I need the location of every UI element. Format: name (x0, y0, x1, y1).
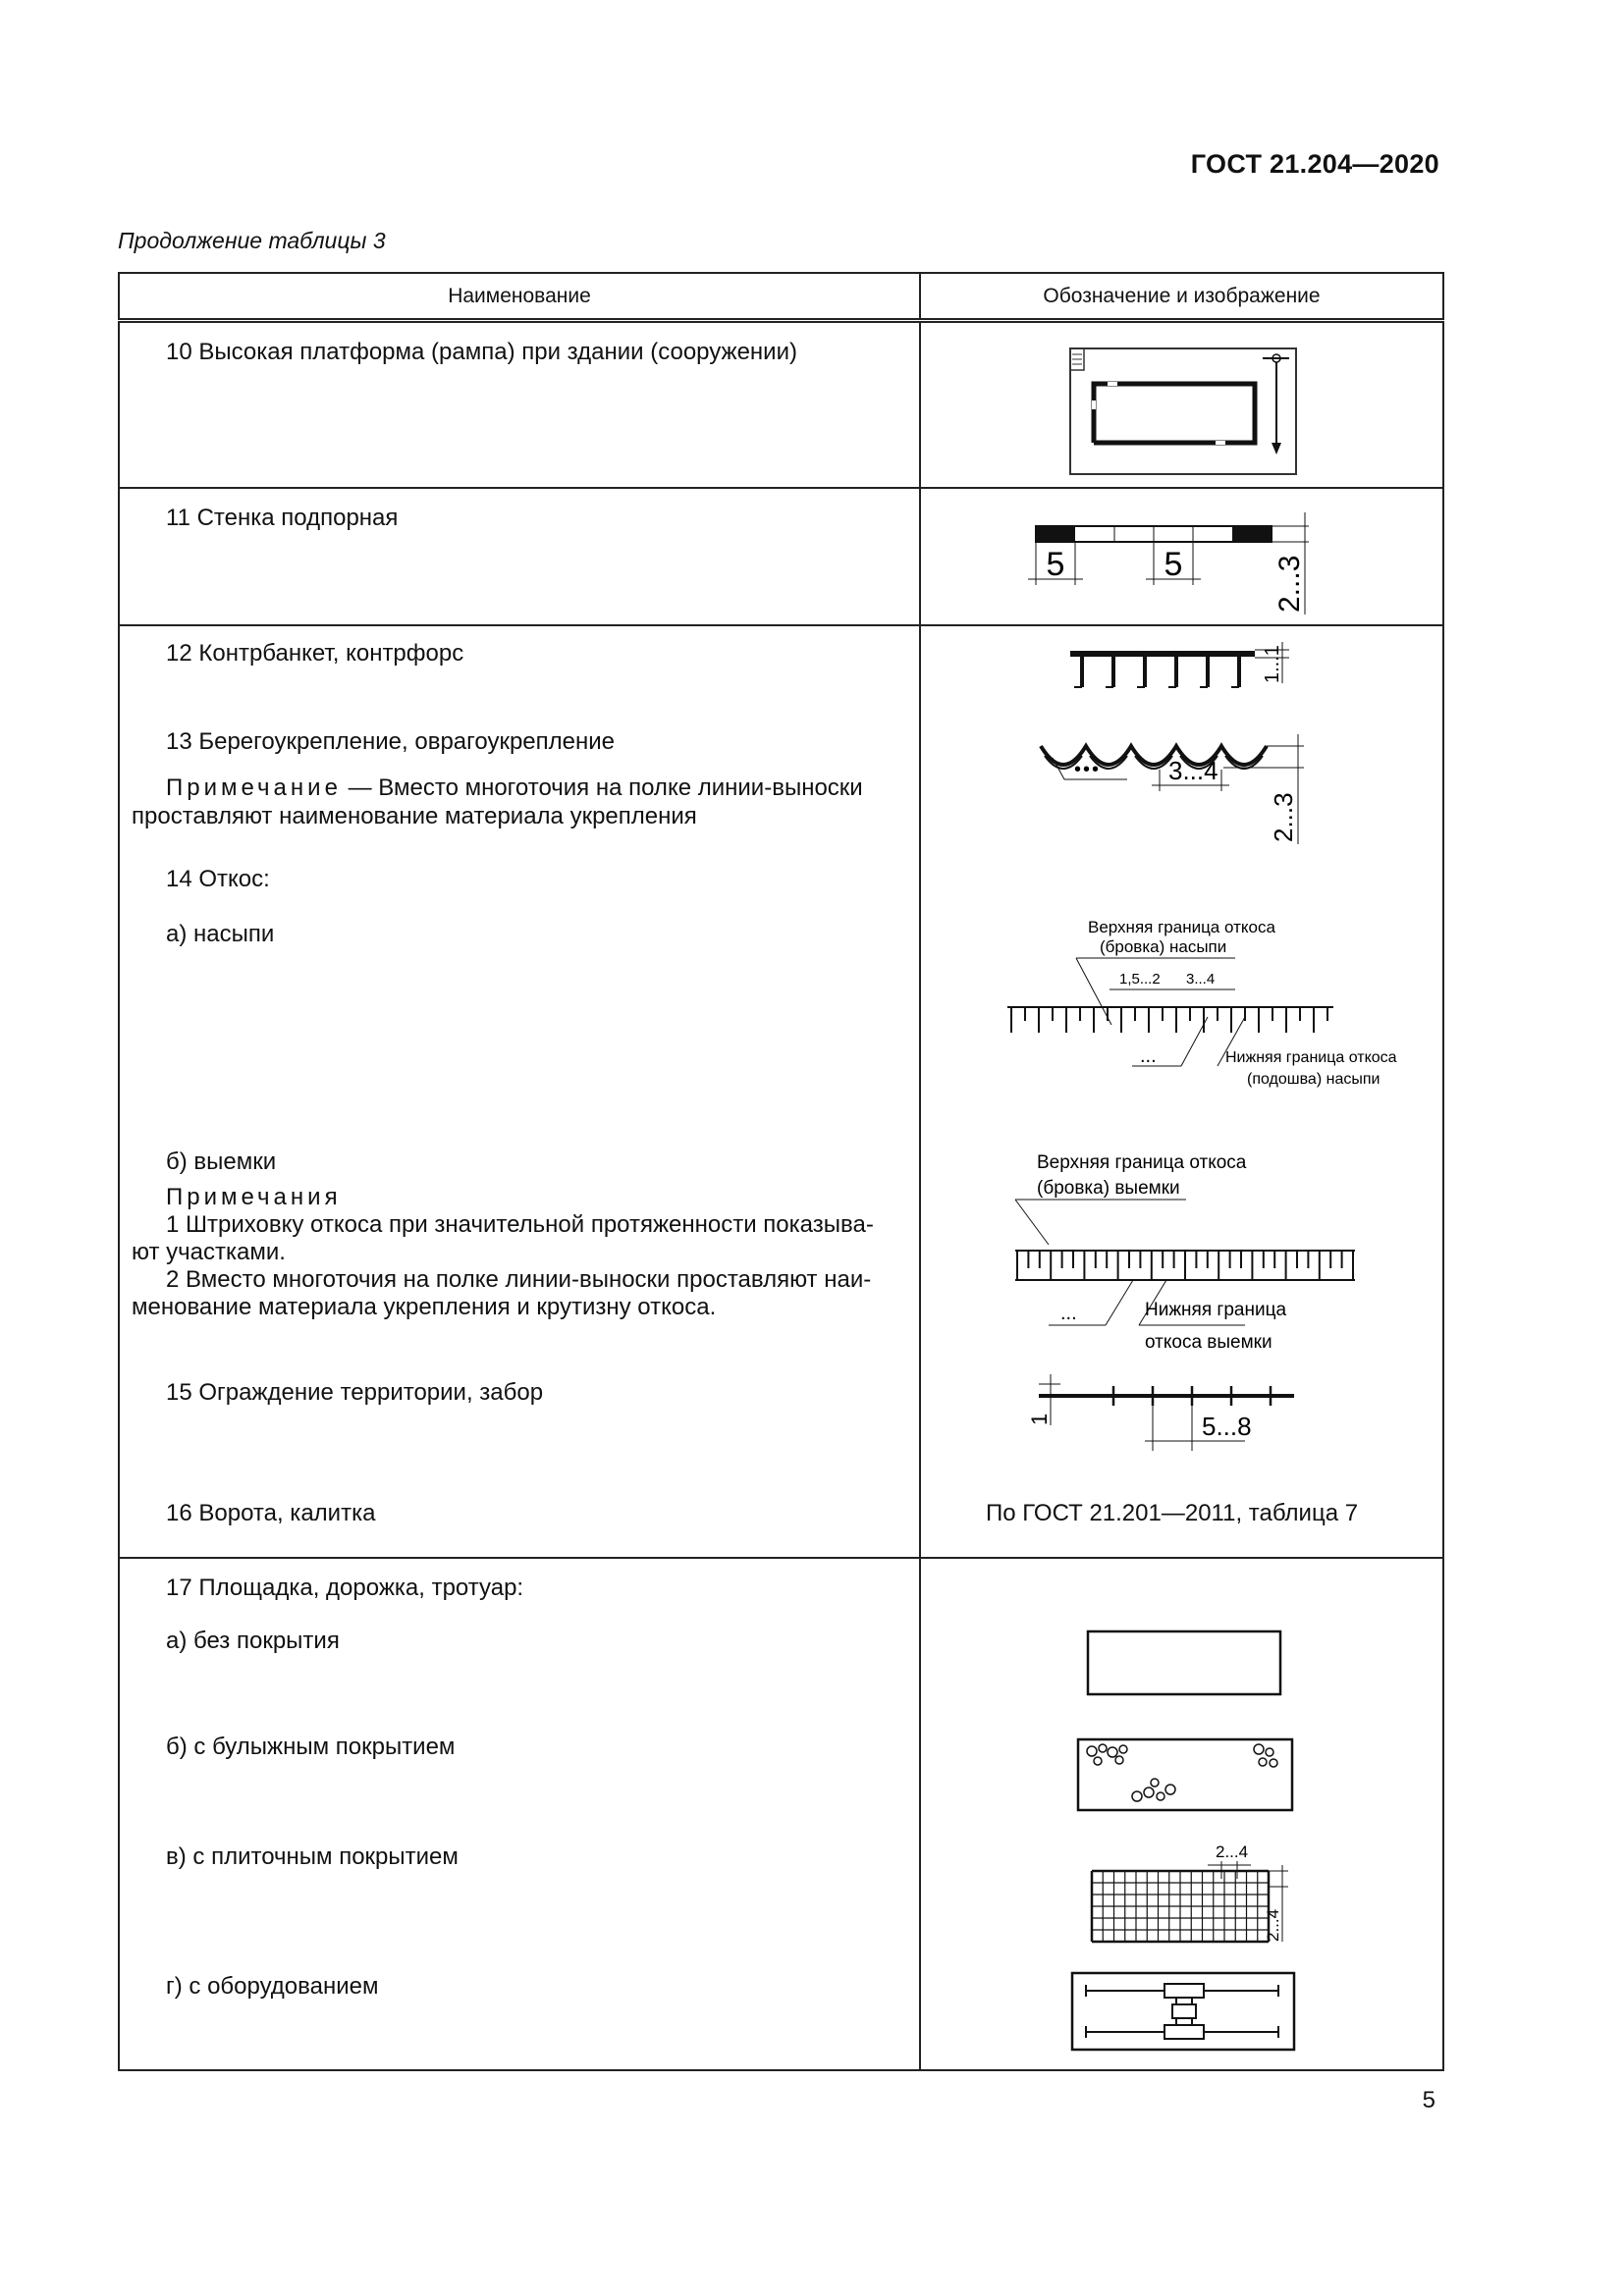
column-header-name: Наименование (119, 273, 920, 321)
row-14-name: 14 Откос: (166, 865, 270, 892)
retaining-wall-symbol-figure (1034, 507, 1348, 619)
row-14-a-label: а) насыпи (166, 920, 275, 947)
row-14-b-top-line2: (бровка) выемки (1037, 1177, 1180, 1199)
row-14-note2-line2: менование материала укрепления и крутизну откоса. (132, 1293, 717, 1320)
row-14-b-label: б) выемки (166, 1148, 277, 1175)
row-14-a-bottom-line2: (подошва) насыпи (1247, 1070, 1380, 1088)
row-13-dim-w: 3...4 (1168, 755, 1218, 785)
row-14-b-top-line1: Верхняя граница откоса (1037, 1151, 1247, 1173)
row-13-dots: ••• (1074, 758, 1102, 780)
row-13-note (166, 774, 863, 802)
row-17-d-label: г) с оборудованием (166, 1972, 379, 2000)
fence-symbol-figure (1019, 1372, 1333, 1461)
bank-protection-symbol-figure (1039, 734, 1333, 872)
cutting-slope-symbol-figure (1009, 1147, 1382, 1358)
cobblestone-area-symbol-figure (1076, 1737, 1297, 1816)
row-13-note-text-line2: проставляют наименование материала укрепления (132, 802, 697, 829)
unpaved-area-symbol-figure (1086, 1629, 1284, 1698)
row-14-a-dim1: 1,5...2 (1119, 970, 1161, 988)
row-15-dim-h: 1 (1027, 1413, 1052, 1425)
row-17-c-dim-h: 2...4 (1264, 1908, 1282, 1942)
row-10-name: 10 Высокая платформа (рампа) при здании (сооружении) (166, 339, 797, 365)
equipped-area-symbol-figure (1070, 1971, 1298, 2054)
ramp-symbol-figure (1068, 347, 1304, 479)
row-17-c-label: в) с плиточным покрытием (166, 1842, 459, 1870)
symbols-table (118, 272, 1444, 2071)
row-13-note-text-line1: — Вместо многоточия на полке линии-выноски (341, 774, 863, 801)
page-number: 5 (1422, 2087, 1435, 2113)
row-14-a-top-line1: Верхняя граница откоса (1088, 917, 1275, 936)
row-11-dim-h: 2...3 (1273, 555, 1306, 613)
row-17-b-label: б) с булыжным покрытием (166, 1733, 456, 1760)
row-12-name: 12 Контрбанкет, контрфорс (166, 639, 464, 667)
row-14-b-dots: ... (1060, 1302, 1077, 1324)
row-12-dim-h: 1...1 (1262, 644, 1283, 683)
row-14-note2-line1: 2 Вместо многоточия на полке линии-выноски проставляют наи- (166, 1265, 872, 1293)
row-14-note1-line1: 1 Штриховку откоса при значительной протяженности показыва- (166, 1210, 874, 1238)
embankment-slope-symbol-figure (990, 917, 1402, 1113)
tile-area-symbol-figure (1078, 1840, 1304, 1948)
row-14-a-top-line2: (бровка) насыпи (1100, 936, 1227, 956)
row-14-note1-line2: ют участками. (132, 1238, 286, 1265)
row-14-notes-label: Примечания (166, 1183, 342, 1210)
column-header-symbol: Обозначение и изображение (920, 273, 1443, 321)
row-11-dim-b: 5 (1164, 545, 1183, 583)
buttress-symbol-figure (1068, 640, 1294, 699)
row-14-a-bottom-line1: Нижняя граница откоса (1225, 1048, 1397, 1066)
standard-code: ГОСТ 21.204—2020 (1190, 149, 1439, 179)
row-17-c-dim-w: 2...4 (1216, 1842, 1249, 1861)
row-15-name: 15 Ограждение территории, забор (166, 1378, 544, 1406)
row-15-dim-w: 5...8 (1202, 1411, 1252, 1441)
row-14-a-dots: ... (1140, 1044, 1157, 1067)
row-11-dim-a: 5 (1046, 545, 1065, 583)
table-continuation-caption: Продолжение таблицы 3 (118, 228, 386, 253)
row-13-name: 13 Берегоукрепление, оврагоукрепление (166, 727, 615, 755)
row-11-name: 11 Стенка подпорная (166, 504, 399, 531)
row-16-symbol-text: По ГОСТ 21.201—2011, таблица 7 (986, 1499, 1359, 1526)
row-13-dim-h: 2...3 (1269, 791, 1298, 842)
row-14-a-dim2: 3...4 (1186, 970, 1216, 988)
row-14-b-bottom-line2: откоса выемки (1145, 1331, 1272, 1353)
row-13-note-label: Примечание (166, 774, 342, 801)
row-16-name: 16 Ворота, калитка (166, 1499, 376, 1526)
row-14-b-bottom-line1: Нижняя граница (1145, 1299, 1287, 1320)
row-17-name: 17 Площадка, дорожка, тротуар: (166, 1574, 524, 1601)
row-17-a-label: а) без покрытия (166, 1627, 340, 1654)
